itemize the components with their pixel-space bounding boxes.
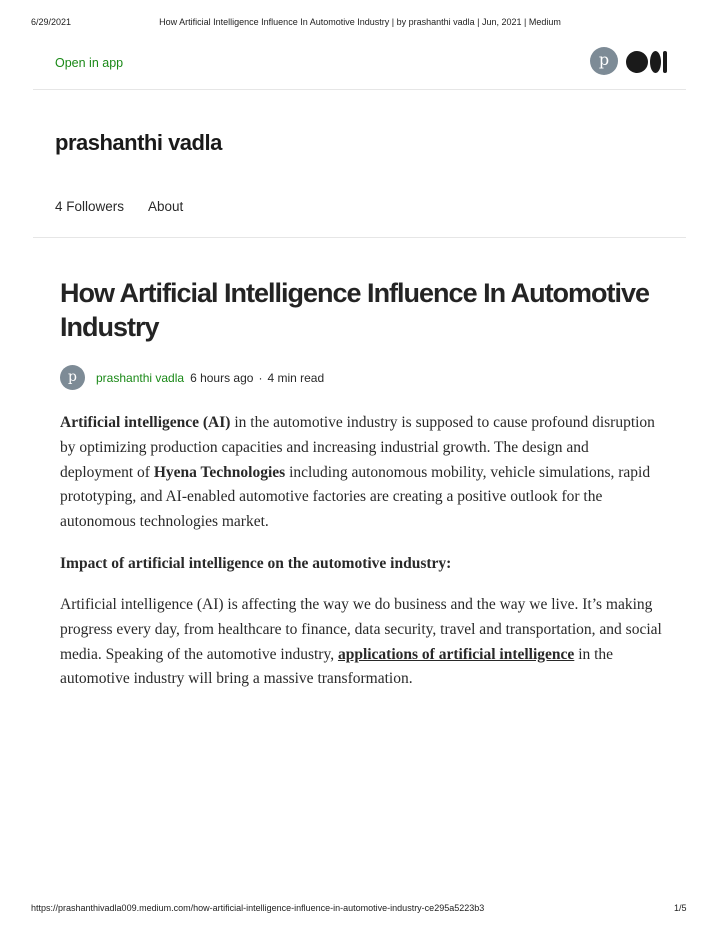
bold-ai-term: Artificial intelligence (AI) <box>60 414 231 431</box>
article-title: How Artificial Intelligence Influence In Automotive Industry <box>60 278 650 342</box>
author-link[interactable]: prashanthi vadla <box>96 371 185 385</box>
user-avatar[interactable]: p <box>590 47 618 75</box>
nav-divider <box>33 237 686 238</box>
intro-text-1: in the automotive industry is supposed to cause profound disruption by optimizing production capacities and increasing industrial growth. The design and deployment of <box>60 414 655 481</box>
impact-text-2: in the automotive industry will bring a massive transformation. <box>60 645 614 688</box>
followers-link[interactable]: 4 Followers <box>55 199 125 214</box>
paragraph-impact <box>60 593 665 692</box>
print-date: 6/29/2021 <box>31 17 72 27</box>
paragraph-intro <box>60 411 665 535</box>
publish-time: 6 hours ago <box>190 371 254 385</box>
about-link[interactable]: About <box>148 199 184 214</box>
open-in-app-link[interactable]: Open in app <box>55 56 124 70</box>
applications-link[interactable]: applications of artificial intelligence <box>337 645 575 663</box>
author-page-title[interactable]: prashanthi vadla <box>55 130 222 155</box>
article-byline <box>96 371 324 385</box>
impact-text-1: Artificial intelligence (AI) is affecting the way we do business and the way we live. It’s making progress every day, from healthcare to finance, data security, travel and transportation, and social media. Speaking of the automotive industry, <box>60 596 662 663</box>
read-time: 4 min read <box>267 371 325 385</box>
bold-hyena-term: Hyena Technologies <box>153 463 286 481</box>
byline-separator: · <box>258 371 263 385</box>
author-avatar[interactable]: p <box>60 365 85 390</box>
print-title: How Artificial Intelligence Influence In Automotive Industry | by prashanthi vadla | Jun, 2021 | Medium <box>159 17 561 27</box>
section-subheading: Impact of artificial intelligence on the automotive industry: <box>60 555 452 572</box>
header-divider <box>33 89 686 90</box>
intro-text-2: including autonomous mobility, vehicle simulations, rapid prototyping, and AI-enabled automotive factories are creating a positive outlook for the autonomous technologies market. <box>60 463 651 531</box>
footer-url: https://prashanthivadla009.medium.com/how-artificial-intelligence-influence-in-automotive-industry-ce295a5223b3 <box>31 903 485 913</box>
page-number: 1/5 <box>674 903 687 913</box>
medium-logo-icon[interactable] <box>626 51 668 73</box>
